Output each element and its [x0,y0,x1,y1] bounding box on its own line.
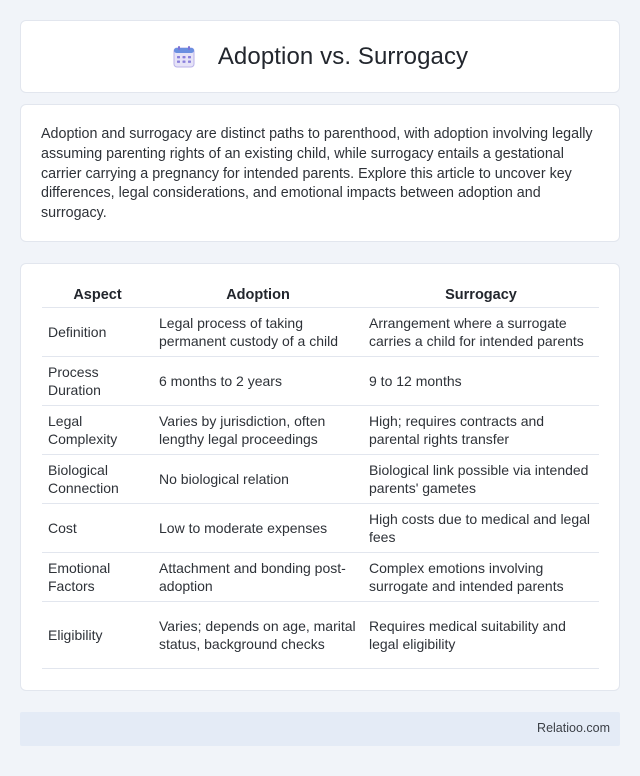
header-adoption: Adoption [153,282,363,308]
table-row [42,504,599,553]
surrogacy-cell: Biological link possible via intended parents' gametes [363,455,599,504]
intro-card [20,104,620,242]
adoption-cell: Attachment and bonding post-adoption [153,553,363,602]
aspect-cell: Biological Connection [42,455,153,504]
intro-text: Adoption and surrogacy are distinct paths to parenthood, with adoption involving legally assuming parenting rights of an existing child, while surrogacy entails a gestational carrier carrying a pregnancy for intended parents. Explore this article to uncover key differences, legal considerations, and emotional impacts between adoption and surrogacy. [41,126,593,222]
header-aspect: Aspect [42,282,153,308]
comparison-table [42,282,599,669]
surrogacy-cell: Requires medical suitability and legal eligibility [363,602,599,669]
table-header-row [42,282,599,308]
aspect-cell: Process Duration [42,357,153,406]
surrogacy-cell: High costs due to medical and legal fees [363,504,599,553]
title-card [20,20,620,93]
table-row [42,553,599,602]
surrogacy-cell: Complex emotions involving surrogate and intended parents [363,553,599,602]
surrogacy-cell: High; requires contracts and parental rights transfer [363,406,599,455]
adoption-cell: 6 months to 2 years [153,357,363,406]
footer-brand: Relatioo.com [537,721,610,735]
adoption-cell: Varies; depends on age, marital status, background checks [153,602,363,669]
table-row [42,406,599,455]
adoption-cell: Low to moderate expenses [153,504,363,553]
footer [20,712,620,746]
surrogacy-cell: Arrangement where a surrogate carries a child for intended parents [363,308,599,357]
calendar-icon [172,45,196,69]
aspect-cell: Cost [42,504,153,553]
header-surrogacy: Surrogacy [363,282,599,308]
aspect-cell: Definition [42,308,153,357]
page-title: Adoption vs. Surrogacy [217,42,469,70]
adoption-cell: Varies by jurisdiction, often lengthy legal proceedings [153,406,363,455]
table-row [42,308,599,357]
table-row [42,455,599,504]
aspect-cell: Legal Complexity [42,406,153,455]
aspect-cell: Eligibility [42,602,153,669]
comparison-card [20,263,620,691]
adoption-cell: No biological relation [153,455,363,504]
table-row [42,357,599,406]
surrogacy-cell: 9 to 12 months [363,357,599,406]
adoption-cell: Legal process of taking permanent custody of a child [153,308,363,357]
aspect-cell: Emotional Factors [42,553,153,602]
table-row [42,602,599,669]
